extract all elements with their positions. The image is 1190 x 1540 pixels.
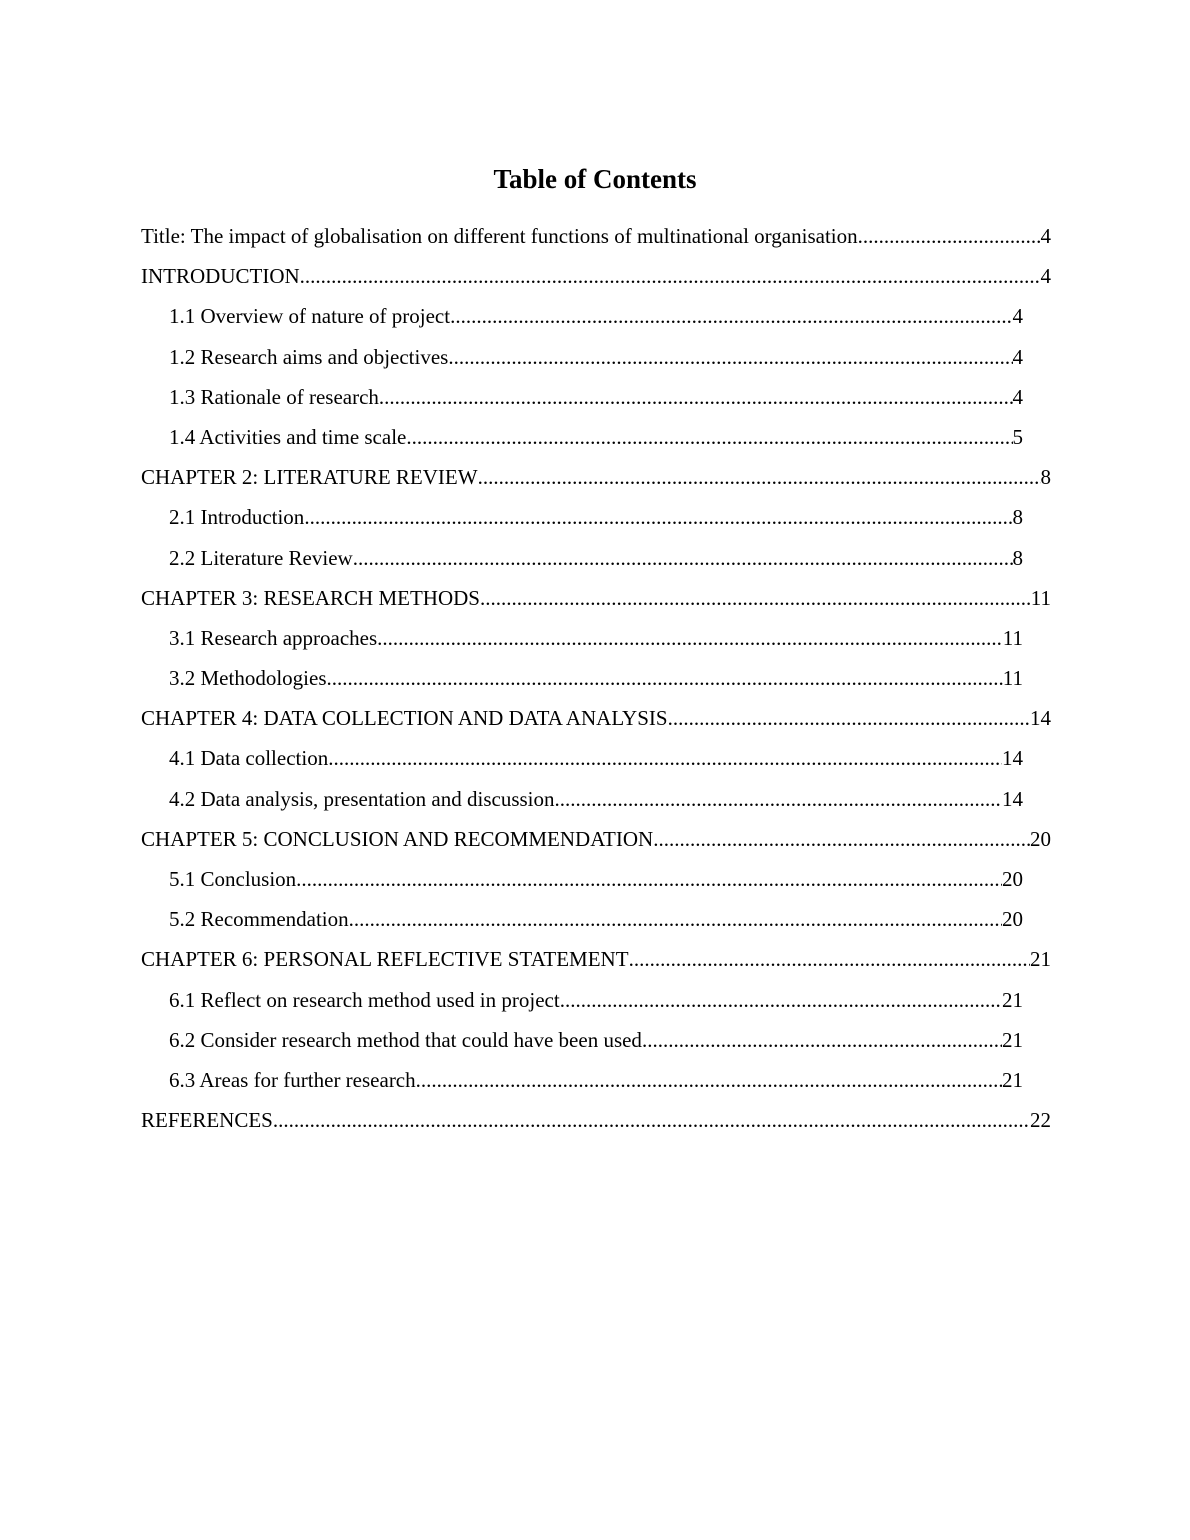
toc-entry[interactable]	[141, 819, 1051, 859]
toc-page-number: 8	[1012, 545, 1023, 570]
toc-entry-label: 6.3 Areas for further research	[169, 1067, 416, 1092]
toc-entry-label: 1.4 Activities and time scale	[169, 424, 407, 449]
toc-entry-label: Title: The impact of globalisation on different functions of multinational organisation	[141, 224, 858, 248]
toc-entry[interactable]	[169, 417, 1023, 457]
toc-entry-label: CHAPTER 4: DATA COLLECTION AND DATA ANALYSIS	[141, 706, 668, 731]
dot-leader	[480, 578, 1031, 618]
toc-entry[interactable]	[169, 899, 1023, 939]
toc-entry[interactable]	[169, 738, 1023, 778]
toc-entry[interactable]	[141, 939, 1051, 979]
dot-leader	[416, 1060, 1002, 1100]
toc-page-number: 8	[1012, 505, 1023, 530]
toc-entry-label: CHAPTER 5: CONCLUSION AND RECOMMENDATION	[141, 826, 654, 851]
toc-entry-label: 4.1 Data collection	[169, 746, 329, 771]
toc-entry-label: 4.2 Data analysis, presentation and discussion	[169, 786, 555, 811]
toc-entry[interactable]	[141, 457, 1051, 497]
toc-entry[interactable]	[169, 779, 1023, 819]
toc-page-number: 21	[1030, 947, 1051, 972]
toc-page-number: 14	[1002, 746, 1023, 771]
toc-page-number: 5	[1012, 424, 1023, 449]
toc-entry[interactable]	[169, 980, 1023, 1020]
toc-entry-label: 5.1 Conclusion	[169, 867, 297, 891]
toc-page-number: 21	[1002, 1027, 1023, 1052]
dot-leader	[560, 980, 1002, 1020]
dot-leader	[406, 417, 1012, 457]
toc-entry[interactable]	[169, 859, 1023, 899]
toc-page-number: 4	[1040, 224, 1051, 248]
toc-page-number: 4	[1040, 264, 1051, 289]
toc-page-number: 20	[1002, 867, 1023, 891]
toc-entry[interactable]	[169, 1060, 1023, 1100]
dot-leader	[629, 939, 1030, 979]
toc-entry[interactable]	[169, 618, 1023, 658]
dot-leader	[273, 1100, 1030, 1140]
toc-entry[interactable]	[141, 698, 1051, 738]
dot-leader	[300, 256, 1041, 296]
toc-entry[interactable]	[169, 497, 1023, 537]
toc-page-number: 14	[1002, 786, 1023, 811]
toc-page-number: 14	[1030, 706, 1051, 731]
toc-entry[interactable]	[169, 337, 1023, 377]
toc-entry[interactable]	[141, 1100, 1051, 1140]
toc-page-number: 21	[1002, 1067, 1023, 1092]
toc-page-number: 11	[1030, 585, 1051, 610]
toc-page-number: 4	[1012, 304, 1023, 329]
toc-entry[interactable]	[141, 256, 1051, 296]
toc-page-number: 22	[1030, 1108, 1051, 1133]
toc-page-number: 4	[1012, 384, 1023, 409]
toc-entry-label: 2.2 Literature Review	[169, 545, 353, 570]
dot-leader	[353, 538, 1013, 578]
toc-entry-label: 5.2 Recommendation	[169, 907, 349, 932]
toc-entry-label: 6.2 Consider research method that could have been used	[169, 1027, 642, 1052]
toc-page-number: 11	[1002, 625, 1023, 650]
toc-list	[141, 216, 1051, 1140]
dot-leader	[328, 738, 1002, 778]
toc-entry-label: 2.1 Introduction	[169, 505, 305, 530]
dot-leader	[379, 377, 1013, 417]
dot-leader	[668, 698, 1030, 738]
toc-entry[interactable]	[141, 578, 1051, 618]
toc-page-number: 20	[1002, 907, 1023, 932]
toc-entry-label: 1.3 Rationale of research	[169, 384, 379, 409]
toc-entry[interactable]	[169, 377, 1023, 417]
dot-leader	[858, 216, 1041, 256]
toc-entry-label: CHAPTER 2: LITERATURE REVIEW	[141, 465, 478, 490]
toc-entry-label: 1.2 Research aims and objectives	[169, 344, 449, 369]
toc-entry-label: 6.1 Reflect on research method used in project	[169, 987, 560, 1012]
toc-entry-label: CHAPTER 6: PERSONAL REFLECTIVE STATEMENT	[141, 947, 629, 972]
toc-entry-label: 3.2 Methodologies	[169, 666, 327, 691]
toc-entry-label: INTRODUCTION	[141, 264, 300, 289]
dot-leader	[478, 457, 1041, 497]
dot-leader	[555, 779, 1002, 819]
dot-leader	[377, 618, 1003, 658]
toc-entry[interactable]	[141, 216, 1051, 256]
toc-entry[interactable]	[169, 1020, 1023, 1060]
toc-entry-label: CHAPTER 3: RESEARCH METHODS	[141, 585, 480, 610]
page-title: Table of Contents	[493, 164, 697, 194]
toc-page-number: 21	[1002, 987, 1023, 1012]
dot-leader	[296, 859, 1002, 899]
dot-leader	[653, 819, 1030, 859]
toc-entry[interactable]	[169, 296, 1023, 336]
dot-leader	[327, 658, 1003, 698]
dot-leader	[349, 899, 1002, 939]
toc-entry[interactable]	[169, 538, 1023, 578]
toc-entry-label: 1.1 Overview of nature of project	[169, 304, 451, 329]
dot-leader	[450, 296, 1012, 336]
dot-leader	[448, 337, 1012, 377]
toc-page-number: 11	[1002, 666, 1023, 691]
toc-page-number: 8	[1040, 465, 1051, 490]
toc-page-number: 20	[1030, 826, 1051, 851]
toc-page-number: 4	[1012, 344, 1023, 369]
toc-entry-label: REFERENCES	[141, 1108, 273, 1133]
toc-entry[interactable]	[169, 658, 1023, 698]
dot-leader	[304, 497, 1012, 537]
toc-entry-label: 3.1 Research approaches	[169, 625, 378, 650]
dot-leader	[642, 1020, 1002, 1060]
